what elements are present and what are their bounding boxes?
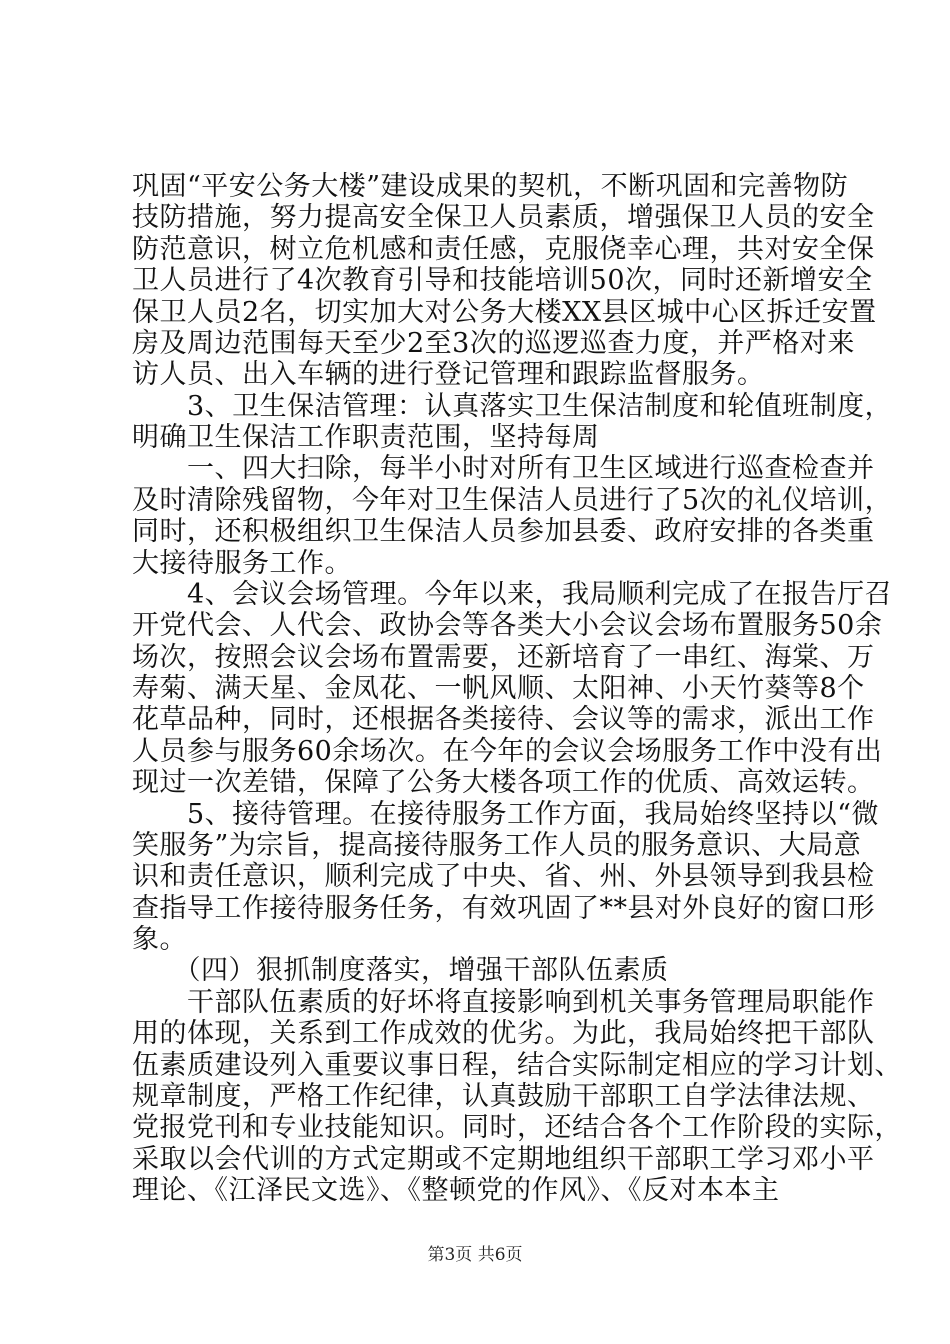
text-line: 规章制度，严格工作纪律，认真鼓励干部职工自学法律法规、 xyxy=(132,1081,875,1112)
text-line: 党报党刊和专业技能知识。同时，还结合各个工作阶段的实际， xyxy=(132,1112,902,1143)
text-line: 防范意识，树立危机感和责任感，克服侥幸心理，共对安全保 xyxy=(132,234,875,265)
text-line: 明确卫生保洁工作职责范围，坚持每周 xyxy=(132,422,600,453)
text-line: 干部队伍素质的好坏将直接影响到机关事务管理局职能作 xyxy=(132,987,875,1018)
text-line: 现过一次差错，保障了公务大楼各项工作的优质、高效运转。 xyxy=(132,767,875,798)
text-line: 3、卫生保洁管理：认真落实卫生保洁制度和轮值班制度， xyxy=(132,391,893,422)
text-line: 花草品种，同时，还根据各类接待、会议等的需求，派出工作 xyxy=(132,704,875,735)
text-line: 用的体现，关系到工作成效的优劣。为此，我局始终把干部队 xyxy=(132,1018,875,1049)
text-line: 同时，还积极组织卫生保洁人员参加县委、政府安排的各类重 xyxy=(132,516,875,547)
text-line: 笑服务”为宗旨，提高接待服务工作人员的服务意识、大局意 xyxy=(132,830,862,861)
text-line: 一、四大扫除，每半小时对所有卫生区域进行巡查检查并 xyxy=(132,453,875,484)
text-line: 象。 xyxy=(132,924,187,955)
text-line: 场次，按照会议会场布置需要，还新培育了一串红、海棠、万 xyxy=(132,642,875,673)
text-line: 4、会议会场管理。今年以来，我局顺利完成了在报告厅召 xyxy=(132,579,893,610)
text-line: 识和责任意识，顺利完成了中央、省、州、外县领导到我县检 xyxy=(132,861,875,892)
text-line: 查指导工作接待服务任务，有效巩固了**县对外良好的窗口形 xyxy=(132,893,875,924)
text-line: 及时清除残留物，今年对卫生保洁人员进行了5次的礼仪培训， xyxy=(132,485,893,516)
text-line: 开党代会、人代会、政协会等各类大小会议会场布置服务50余 xyxy=(132,610,883,641)
text-line: 采取以会代训的方式定期或不定期地组织干部职工学习邓小平 xyxy=(132,1144,875,1175)
text-line: 人员参与服务60余场次。在今年的会议会场服务工作中没有出 xyxy=(132,736,883,767)
text-line: 5、接待管理。在接待服务工作方面，我局始终坚持以“微 xyxy=(132,799,879,830)
text-line: （四）狠抓制度落实，增强干部队伍素质 xyxy=(132,955,669,986)
text-line: 房及周边范围每天至少2至3次的巡逻巡查力度，并严格对来 xyxy=(132,328,855,359)
text-line: 巩固“平安公务大楼”建设成果的契机，不断巩固和完善物防 xyxy=(132,171,849,202)
text-line: 卫人员进行了4次教育引导和技能培训50次，同时还新增安全 xyxy=(132,265,873,296)
text-line: 技防措施，努力提高安全保卫人员素质，增强保卫人员的安全 xyxy=(132,202,875,233)
text-line: 理论、《江泽民文选》、《整顿党的作风》、《反对本本主 xyxy=(132,1175,780,1206)
text-line: 伍素质建设列入重要议事日程，结合实际制定相应的学习计划、 xyxy=(132,1050,902,1081)
text-line: 寿菊、满天星、金凤花、一帆风顺、太阳神、小天竹葵等8个 xyxy=(132,673,865,704)
text-line: 保卫人员2名，切实加大对公务大楼XX县区城中心区拆迁安置 xyxy=(132,297,877,328)
page-footer: 第3页 共6页 xyxy=(427,1245,523,1265)
text-line: 大接待服务工作。 xyxy=(132,548,352,579)
text-line: 访人员、出入车辆的进行登记管理和跟踪监督服务。 xyxy=(132,359,765,390)
